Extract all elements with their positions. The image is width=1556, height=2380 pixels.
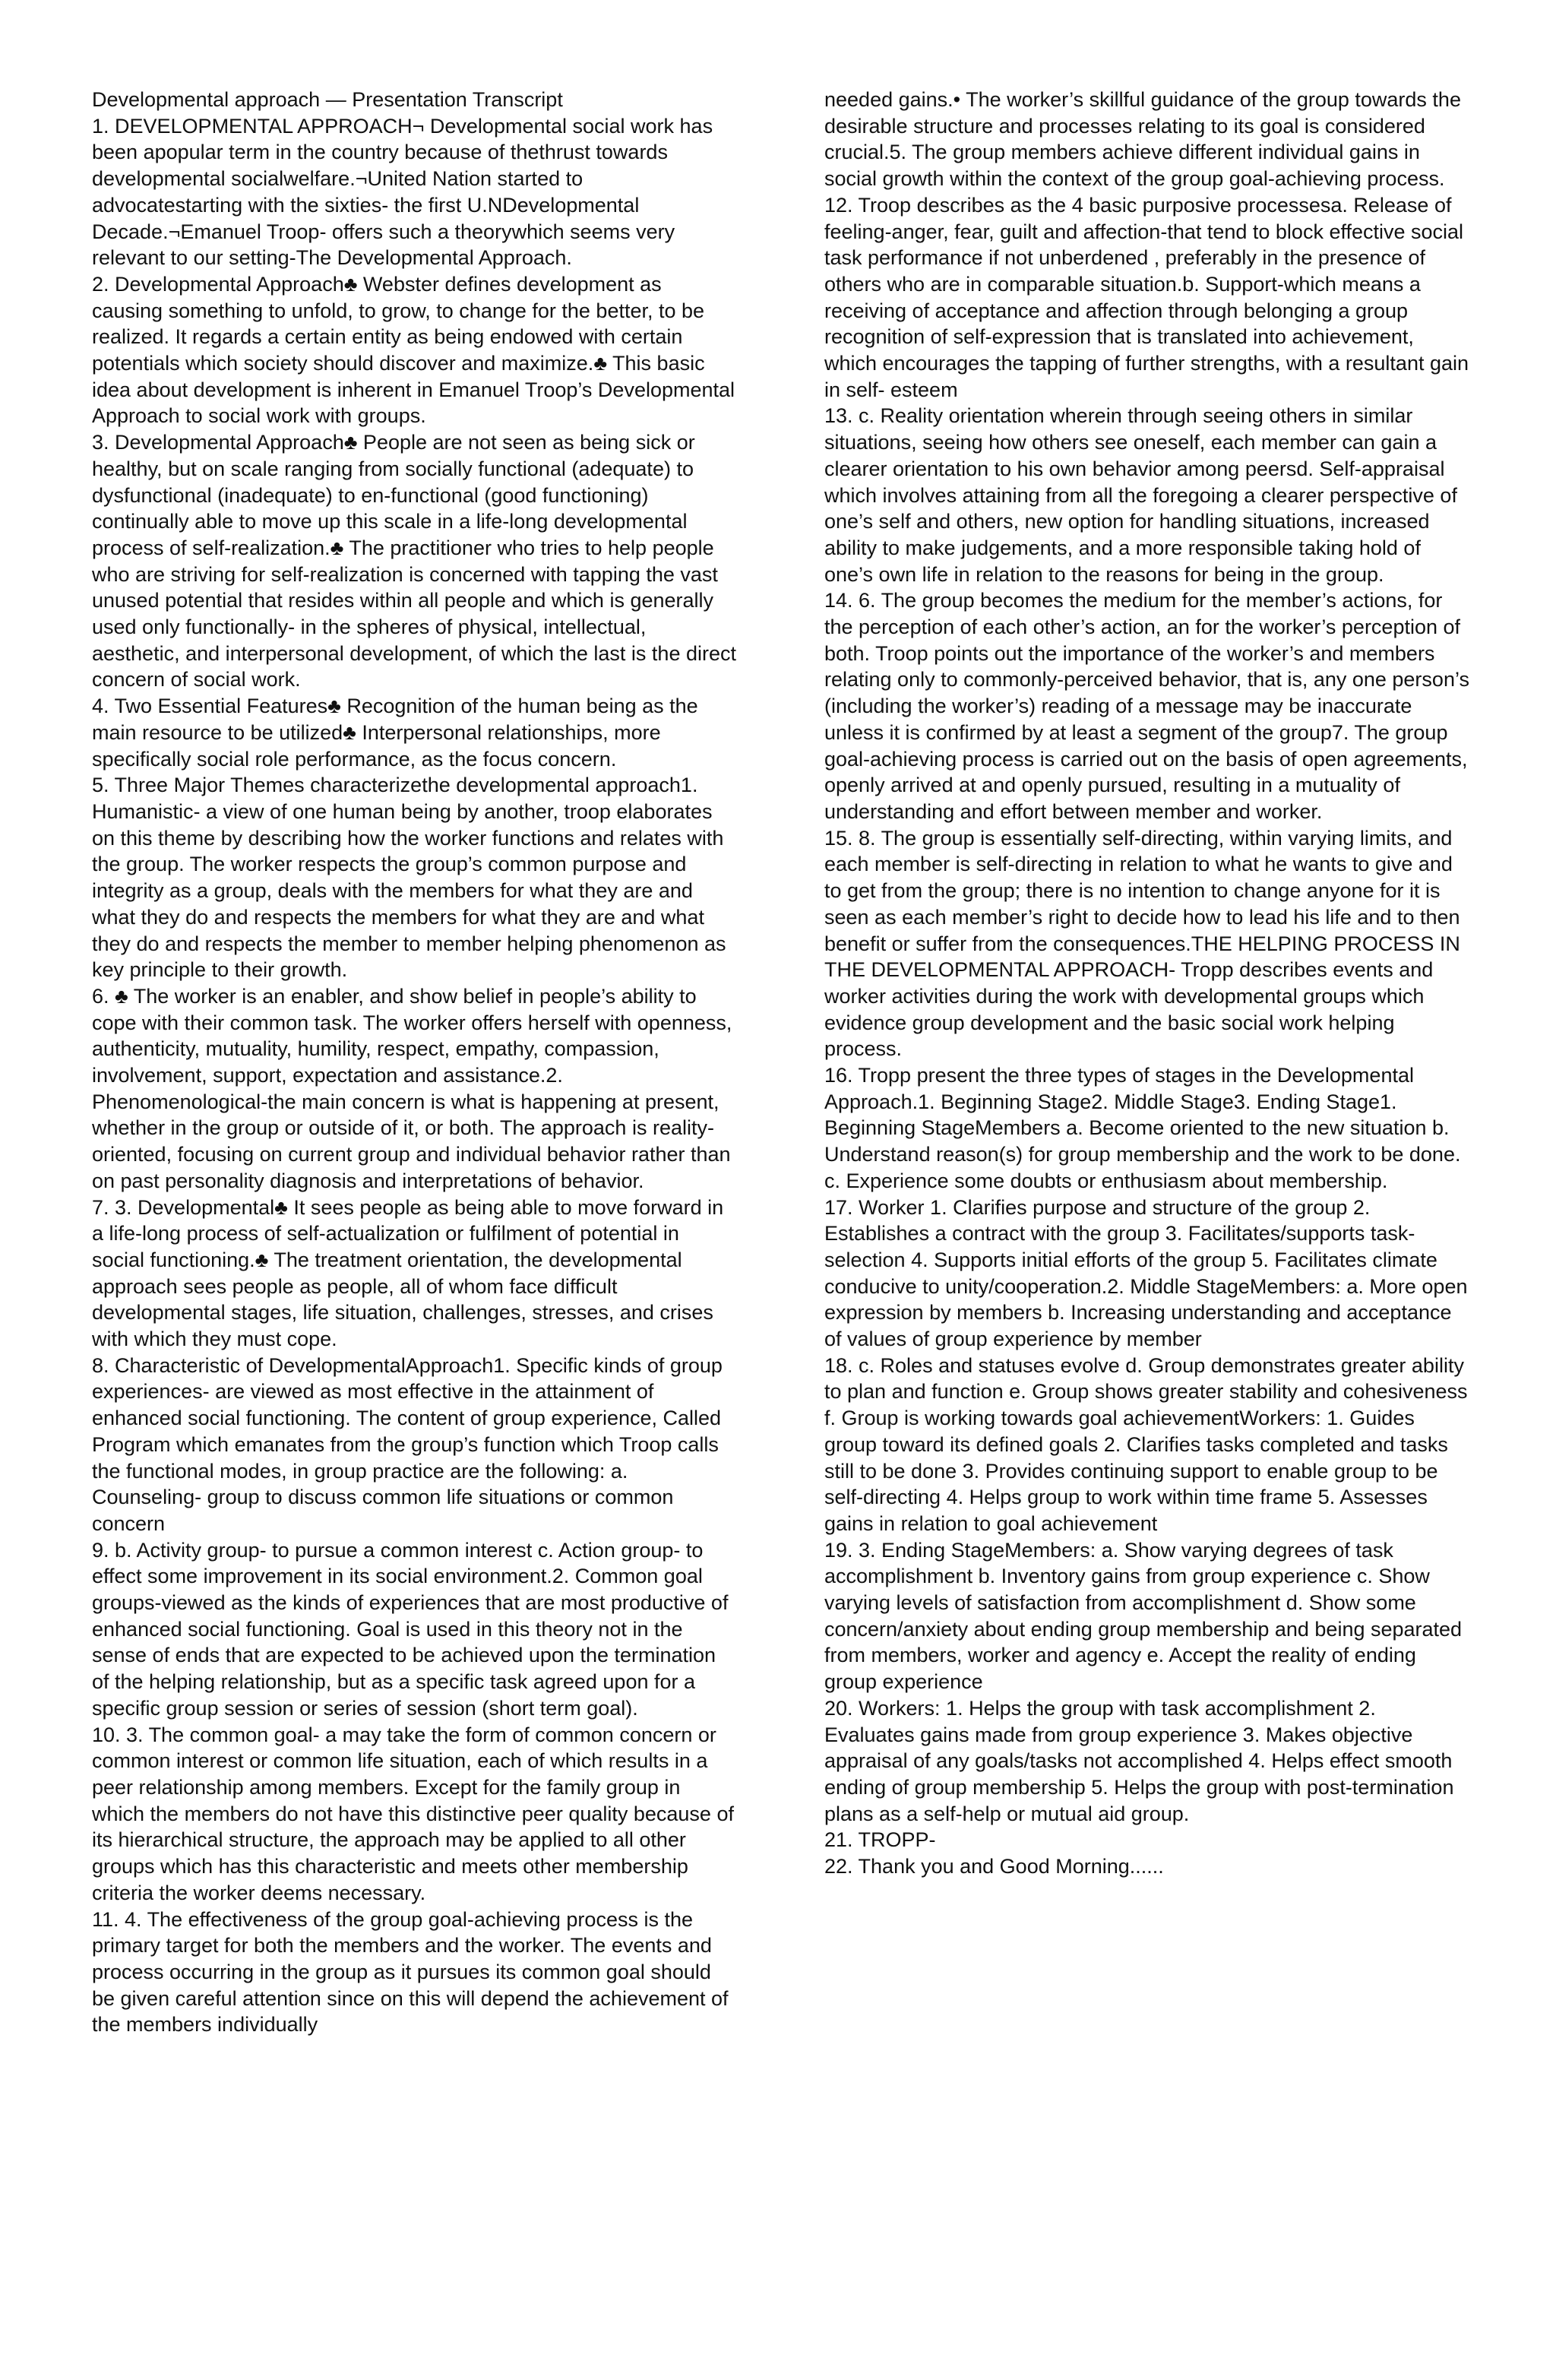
document-title: Developmental approach — Presentation Transcript bbox=[92, 88, 563, 111]
transcript-paragraph-15: 15. 8. The group is essentially self-directing, within varying limits, and each member is self-directing in relation to what he wants to give and to get from the group; there is no intention to change anyone for it is seen as each member’s right to decide how to lead his life and to then benefit or suffer from the consequences.THE HELPING PROCESS IN THE DEVELOPMENTAL APPROACH- Tropp describes events and worker activities during the work with developmental groups which evidence group development and the basic social work helping process. bbox=[824, 826, 1460, 1061]
transcript-paragraph-22: 22. Thank you and Good Morning...... bbox=[824, 1855, 1164, 1878]
transcript-paragraph-17: 17. Worker 1. Clarifies purpose and structure of the group 2. Establishes a contract with the group 3. Facilitates/supports task-selection 4. Supports initial efforts of the group 5. Facilitates climate conducive to unity/cooperation.2. Middle StageMembers: a. More open expression by members b. Increasing understanding and acceptance of values of group experience by member bbox=[824, 1195, 1468, 1351]
transcript-paragraph-16: 16. Tropp present the three types of stages in the Developmental Approach.1. Beginning Stage2. Middle Stage3. Ending Stage1. Beginning StageMembers a. Become oriented to the new situation b. Understand reason(s) for group membership and the work to be done. c. Experience some doubts or enthusiasm about membership. bbox=[824, 1064, 1461, 1192]
transcript-paragraph-3: 3. Developmental Approach♣ People are not seen as being sick or healthy, but on scale ranging from socially functional (adequate) to dysfunctional (inadequate) to en-functional (good functioning) continually able to move up this scale in a life-long developmental process of self-realization.♣ The practitioner who tries to help people who are striving for self-realization is concerned with tapping the vast unused potential that resides within all people and which is generally used only functionally- in the spheres of physical, intellectual, aesthetic, and interpersonal development, of which the last is the direct concern of social work. bbox=[92, 431, 736, 692]
transcript-paragraph-14: 14. 6. The group becomes the medium for the member’s actions, for the perception of each other’s action, an for the worker’s perception of both. Troop points out the importance of the worker’s and members relating only to commonly-perceived behavior, that is, any one person’s (including the worker’s) reading of a message may be inaccurate unless it is confirmed by at least a segment of the group7. The group goal-achieving process is carried out on the basis of open agreements, openly arrived at and openly pursued, resulting in a mutuality of understanding and effort between member and worker. bbox=[824, 589, 1469, 823]
transcript-paragraph-4: 4. Two Essential Features♣ Recognition of the human being as the main resource to be utilized♣ Interpersonal relationships, more specifically social role performance, as the focus concern. bbox=[92, 695, 698, 771]
transcript-paragraph-11-continued: needed gains.• The worker’s skillful guidance of the group towards the desirable structure and processes relating to its goal is considered crucial.5. The group members achieve different individual gains in social growth within the context of the group goal-achieving process. bbox=[824, 88, 1461, 191]
transcript-paragraph-9: 9. b. Activity group- to pursue a common interest c. Action group- to effect some improvement in its social environment.2. Common goal groups-viewed as the kinds of experiences that are most productive of enhanced social functioning. Goal is used in this theory not in the sense of ends that are expected to be achieved upon the termination of the helping relationship, but as a specific task agreed upon for a specific group session or series of session (short term goal). bbox=[92, 1538, 729, 1720]
transcript-paragraph-19: 19. 3. Ending StageMembers: a. Show varying degrees of task accomplishment b. Inventory gains from group experience c. Show varying levels of satisfaction from accomplishment d. Show some concern/anxiety about ending group membership and being separated from members, worker and agency e. Accept the reality of ending group experience bbox=[824, 1538, 1463, 1694]
transcript-paragraph-21: 21. TROPP- bbox=[824, 1828, 936, 1852]
transcript-paragraph-1: 1. DEVELOPMENTAL APPROACH¬ Developmental social work has been apopular term in the country because of thethrust towards developmental socialwelfare.¬United Nation started to advocatestarting with the sixties- the first U.NDevelopmental Decade.¬Emanuel Troop- offers such a theorywhich seems very relevant to our setting-The Developmental Approach. bbox=[92, 114, 713, 270]
transcript-paragraph-7: 7. 3. Developmental♣ It sees people as being able to move forward in a life-long process of self-actualization or fulfilment of potential in social functioning.♣ The treatment orientation, the developmental approach sees people as people, all of whom face difficult developmental stages, life situation, challenges, stresses, and crises with which they must cope. bbox=[92, 1195, 724, 1351]
right-column bbox=[824, 87, 1470, 1880]
transcript-paragraph-10: 10. 3. The common goal- a may take the form of common concern or common interest or common life situation, each of which results in a peer relationship among members. Except for the family group in which the members do not have this distinctive peer quality because of its hierarchical structure, the approach may be applied to all other groups which has this characteristic and meets other membership criteria the worker deems necessary. bbox=[92, 1723, 734, 1904]
transcript-paragraph-8: 8. Characteristic of DevelopmentalApproach1. Specific kinds of group experiences- are viewed as most effective in the attainment of enhanced social functioning. The content of group experience, Called Program which emanates from the group’s function which Troop calls the functional modes, in group practice are the following: a. Counseling- group to discuss common life situations or common concern bbox=[92, 1353, 723, 1535]
transcript-paragraph-20: 20. Workers: 1. Helps the group with task accomplishment 2. Evaluates gains made from group experience 3. Makes objective appraisal of any goals/tasks not accomplished 4. Helps effect smooth ending of group membership 5. Helps the group with post-termination plans as a self-help or mutual aid group. bbox=[824, 1696, 1454, 1825]
transcript-paragraph-5: 5. Three Major Themes characterizethe developmental approach1. Humanistic- a view of one human being by another, troop elaborates on this theme by describing how the worker functions and relates with the group. The worker respects the group’s common purpose and integrity as a group, deals with the members for what they are and what they do and respects the members for what they are and what they do and respects the member to member helping phenomenon as key principle to their growth. bbox=[92, 774, 726, 982]
transcript-paragraph-12: 12. Troop describes as the 4 basic purposive processesa. Release of feeling-anger, fear, guilt and affection-that tend to block effective social task performance if not unberdened , preferably in the presence of others who are in comparable situation.b. Support-which means a receiving of acceptance and affection through belonging a group recognition of self-expression that is translated into achievement, which encourages the tapping of further strengths, with a resultant gain in self- esteem bbox=[824, 193, 1469, 401]
transcript-paragraph-11: 11. 4. The effectiveness of the group goal-achieving process is the primary target for both the members and the worker. The events and process occurring in the group as it pursues its common goal should be given careful attention since on this will depend the achievement of the members individually bbox=[92, 1907, 729, 2037]
transcript-paragraph-6: 6. ♣ The worker is an enabler, and show belief in people’s ability to cope with their common task. The worker offers herself with openness, authenticity, mutuality, humility, respect, empathy, compassion, involvement, support, expectation and assistance.2. Phenomenological-the main concern is what is happening at present, whether in the group or outside of it, or both. The approach is reality-oriented, focusing on current group and individual behavior rather than on past personality diagnosis and interpretations of behavior. bbox=[92, 984, 732, 1192]
transcript-paragraph-18: 18. c. Roles and statuses evolve d. Group demonstrates greater ability to plan and function e. Group shows greater stability and cohesiveness f. Group is working towards goal achievementWorkers: 1. Guides group toward its defined goals 2. Clarifies tasks completed and tasks still to be done 3. Provides continuing support to enable group to be self-directing 4. Helps group to work within time frame 5. Assesses gains in relation to goal achievement bbox=[824, 1353, 1468, 1535]
transcript-paragraph-13: 13. c. Reality orientation wherein through seeing others in similar situations, seeing how others see oneself, each member can gain a clearer orientation to his own behavior among peersd. Self-appraisal which involves attaining from all the foregoing a clearer perspective of one’s self and others, new option for handling situations, increased ability to make judgements, and a more responsible taking hold of one’s own life in relation to the reasons for being in the group. bbox=[824, 404, 1457, 586]
left-column bbox=[92, 87, 737, 2038]
transcript-paragraph-2: 2. Developmental Approach♣ Webster defines development as causing something to unfold, to grow, to change for the better, to be realized. It regards a certain entity as being endowed with certain potentials which society should discover and maximize.♣ This basic idea about development is inherent in Emanuel Troop’s Developmental Approach to social work with groups. bbox=[92, 272, 735, 428]
